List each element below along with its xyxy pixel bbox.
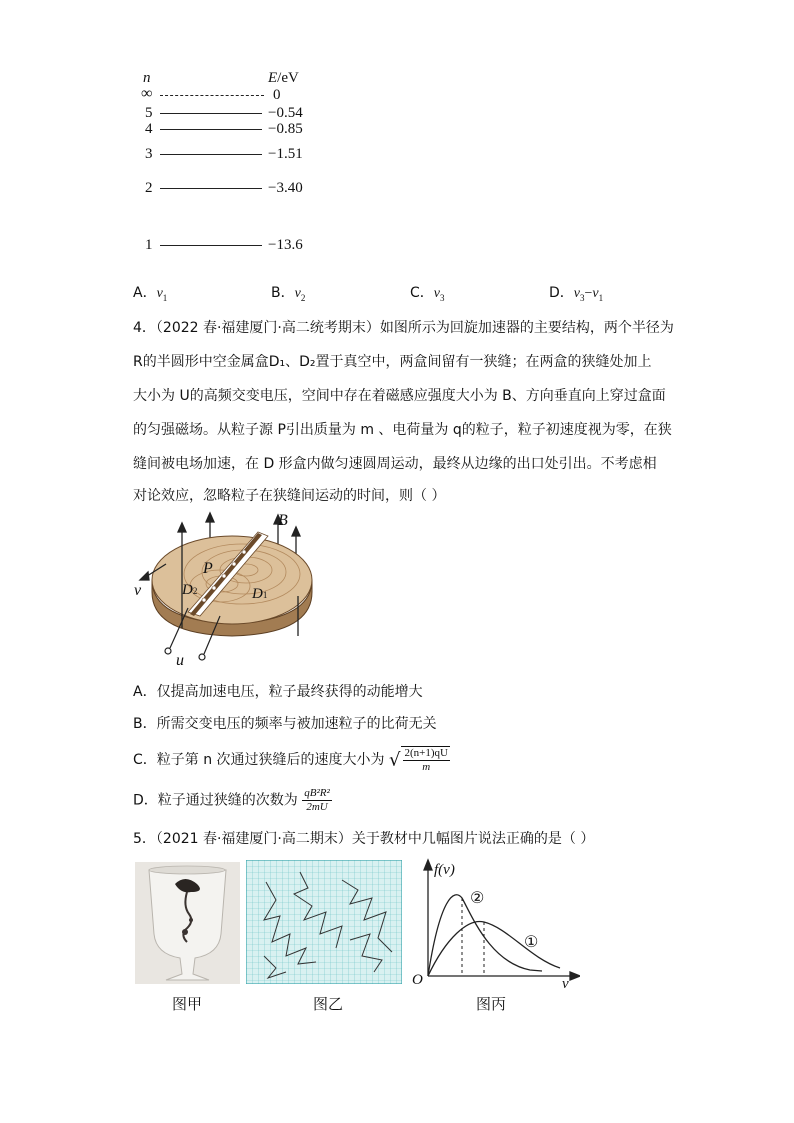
level-n-5: 5	[145, 105, 153, 121]
n-axis-label: n	[143, 70, 151, 86]
level-n-inf: ∞	[141, 85, 153, 102]
brownian-grid-drawing	[246, 860, 402, 984]
label-u-voltage: u	[176, 652, 184, 669]
q4-line-5: 缝间被电场加速，在 D 形盒内做匀速圆周运动，最终从边缘的出口处引出。不考虑相	[133, 456, 657, 472]
level-e-3: −1.51	[268, 146, 303, 162]
chart-y-label: f(v)	[434, 862, 455, 878]
level-e-2: −3.40	[268, 180, 303, 196]
q3-option-b[interactable]: B．$\nu_2$	[271, 285, 306, 303]
q4-line-6: 对论效应，忽略粒子在狭缝间运动的时间，则（ ）	[133, 488, 446, 504]
curve-1-label: ①	[524, 934, 539, 951]
level-n-4: 4	[145, 121, 153, 137]
q4-option-a[interactable]: A．仅提高加速电压，粒子最终获得的动能增大	[133, 684, 423, 700]
caption-yi: 图乙	[313, 995, 344, 1013]
figure-bing-distribution	[410, 858, 580, 990]
level-line-5	[160, 113, 262, 114]
chart-origin-label: O	[412, 972, 423, 988]
level-n-2: 2	[145, 180, 153, 196]
level-line-inf	[160, 95, 264, 96]
label-p-source: P	[203, 560, 213, 577]
q4-option-c[interactable]: C．粒子第 n 次通过狭缝后的速度大小为 √ $\frac{2(n+1)qU}{m}$	[133, 747, 448, 773]
curve-2-label: ②	[470, 890, 485, 907]
level-e-5: −0.54	[268, 105, 303, 121]
caption-bing: 图丙	[476, 995, 507, 1013]
level-line-1	[160, 245, 262, 246]
figure-jia-ink-glass	[135, 862, 240, 984]
q3-option-a[interactable]: A．$\nu_1$	[133, 285, 168, 303]
q4-line-4: 的匀强磁场。从粒子源 P引出质量为 m 、电荷量为 q的粒子，粒子初速度视为零，在狭	[133, 422, 672, 438]
chart-x-label: v	[562, 976, 569, 992]
level-e-inf: 0	[273, 87, 281, 103]
level-line-3	[160, 154, 262, 155]
q4-line-3: 大小为 U的高频交变电压，空间中存在着磁感应强度大小为 B、方向垂直向上穿过盒面	[133, 388, 666, 404]
label-b-field: B	[278, 512, 288, 529]
label-v-exit: v	[134, 582, 142, 599]
q3-option-d[interactable]: D．$\nu_3-\nu_1$	[549, 285, 604, 303]
level-n-1: 1	[145, 237, 153, 253]
level-e-1: −13.6	[268, 237, 303, 253]
q5-line: 5．（2021 春·福建厦门·高二期末）关于教材中几幅图片说法正确的是（ ）	[133, 831, 595, 847]
level-line-4	[160, 129, 262, 130]
caption-jia: 图甲	[172, 995, 203, 1013]
cyclotron-drawing	[130, 508, 330, 670]
label-d2: D2	[182, 582, 198, 598]
ink-glass-drawing	[135, 862, 240, 984]
cyclotron-figure	[130, 508, 330, 670]
q4-line-1: 4．（2022 春·福建厦门·高二统考期末）如图所示为回旋加速器的主要结构，两个半径为	[133, 320, 674, 336]
q4-option-b[interactable]: B．所需交变电压的频率与被加速粒子的比荷无关	[133, 716, 437, 732]
figure-yi-brownian	[246, 860, 402, 984]
q4-line-2: R的半圆形中空金属盒D₁、D₂置于真空中，两盒间留有一狭缝；在两盒的狭缝处加上	[133, 354, 652, 370]
level-e-4: −0.85	[268, 121, 303, 137]
energy-axis-label: E/eV	[268, 70, 299, 86]
level-n-3: 3	[145, 146, 153, 162]
label-d1: D1	[252, 586, 268, 602]
q3-option-c[interactable]: C．$\nu_3$	[410, 285, 445, 303]
q4-option-d[interactable]: D．粒子通过狭缝的次数为 $\frac{\text{qB²R²}}{2mU}$	[133, 787, 330, 813]
level-line-2	[160, 188, 262, 189]
